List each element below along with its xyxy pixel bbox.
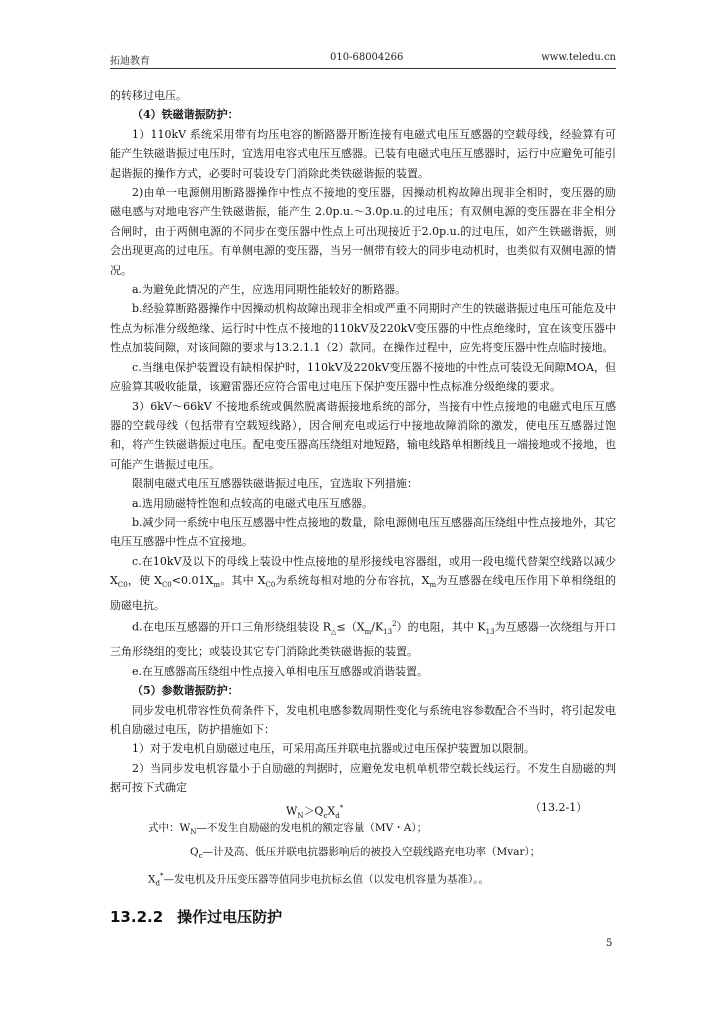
formula-expression: $W_N>Q_cX_d^*$: [286, 803, 344, 820]
paragraph: a.为避免此情况的产生，应选用同期性能较好的断路器。: [132, 283, 407, 297]
paragraph-c: c.在10kV及以下的母线上装设中性点接地的星形接线电容器组，或用一段电缆代替架空线路以减少 $X_{C0}$，使 $X_{C0}<0.01X_m$。其中 $X_{C0}$为系统每相对地的分布容抗，$X_m$为互感器在线电压作用下单相绕组的励磁电抗。: [110, 554, 617, 612]
body-text: [110, 86, 616, 893]
paragraph: 1）110kV 系统采用带有均压电容的断路器开断连接有电磁式电压互感器的空载母线，经验算有可能产生铁磁谐振过电压时，宜选用电容式电压互感器。已装有电磁式电压互感器时，运行中应避免可能引起谐振的操作方式，必要时可装设专门消除此类铁磁谐振的装置。: [110, 127, 616, 180]
page-header: [110, 52, 616, 68]
section-heading: [110, 906, 296, 927]
paragraph: e.在互感器高压绕组中性点接入单相电压互感器或消谐装置。: [132, 664, 429, 678]
header-rule: [110, 68, 616, 69]
formula-definition: 式中：$W_N—$不发生自励磁的发电机的额定容量（MV・A）；: [148, 821, 428, 836]
paragraph: 同步发电机带容性负荷条件下，发电机电感参数周期性变化与系统电容参数配合不当时，将引起发电机自励磁过电压，防护措施如下：: [110, 703, 616, 737]
section-number: 13.2.2: [110, 908, 164, 926]
page-number: 5: [606, 938, 613, 949]
paragraph: 3）6kV～66kV 不接地系统或偶然脱离谐振接地系统的部分，当接有中性点接地的电磁式电压互感器的空载母线（包括带有空载短线路），因合闸充电或运行中接地故障消除的激发，使电压互感器过饱和，将产生铁磁谐振过电压。配电变压器高压绕组对地短路，输电线路单相断线且一端接地或不接地，也可能产生谐振过电压。: [110, 399, 616, 471]
paragraph: 限制电磁式电压互感器铁磁谐振过电压，宜选取下列措施：: [132, 477, 418, 491]
heading-parametric: （5）参数谐振防护：: [132, 684, 239, 698]
paragraph: 2）当同步发电机容量小于自励磁的判据时，应避免发电机单机带空载长线运行。不发生自励磁的判据可按下式确定: [110, 761, 616, 795]
paragraph: b.减少同一系统中电压互感器中性点接地的数量，除电源侧电压互感器高压绕组中性点接地外，其它电压互感器中性点不宜接地。: [110, 515, 616, 549]
section-title: 操作过电压防护: [177, 908, 283, 926]
formula-definition: $Q_c—$计及高、低压并联电抗器影响后的被投入空载线路充电功率（Mvar）；: [190, 845, 541, 860]
heading-ferroresonance: （4）铁磁谐振防护：: [132, 108, 239, 122]
paragraph: b.经验算断路器操作中因操动机构故障出现非全相或严重不同期时产生的铁磁谐振过电压可能危及中性点为标准分级绝缘、运行时中性点不接地的110kV及220kV变压器的中性点绝缘时，宜在该变压器中性点加装间隙，对该间隙的要求与13.2.1.1（2）款同。在操作过程中，应先将变压器中性点临时接地。: [110, 302, 616, 355]
paragraph-d: d.在电压互感器的开口三角形绕组装设 $R_\triangle\le(X_m/K_{13}^2)$的电阻，其中 $K_{13}$为互感器一次绕组与开口三角形绕组的变比；或装设其它专门消除此类铁磁谐振的装置。: [110, 620, 616, 659]
header-phone: 010-68004266: [330, 52, 404, 63]
paragraph: 1）对于发电机自励磁过电压，可采用高压并联电抗器或过电压保护装置加以限制。: [132, 742, 535, 756]
paragraph: 的转移过电压。: [110, 89, 187, 102]
formula-definition: $X_d^*—$发电机及升压变压器等值同步电抗标幺值（以发电机容量为基准）。。: [148, 871, 489, 888]
header-website: www.teledu.cn: [541, 52, 616, 63]
paragraph: c.当继电保护装置设有缺相保护时，110kV及220kV变压器不接地的中性点可装设无间隙MOA，但应验算其吸收能量，该避雷器还应符合雷电过电压下保护变压器中性点标准分级绝缘的要求。: [110, 360, 616, 394]
header-left: 拓迪教育: [110, 56, 150, 67]
paragraph: a.选用励磁特性饱和点较高的电磁式电压互感器。: [132, 496, 374, 510]
formula-13-2-1: [110, 798, 616, 818]
paragraph: 2)由单一电源侧用断路器操作中性点不接地的变压器，因操动机构故障出现非全相时，变压器的励磁电感与对地电容产生铁磁谐振，能产生 2.0p.u.～3.0p.u.的过电压；有双侧电源的变压器在非全相分合闸时，由于两侧电源的不同步在变压器中性点上可出现接近于2.0p.u.的过电压，如产生铁磁谐振，则会出现更高的过电压。有单侧电源的变压器，当另一侧带有较大的同步电动机时，也类似有双侧电源的情况。: [110, 186, 616, 277]
formula-number: （13.2-1）: [530, 800, 588, 814]
